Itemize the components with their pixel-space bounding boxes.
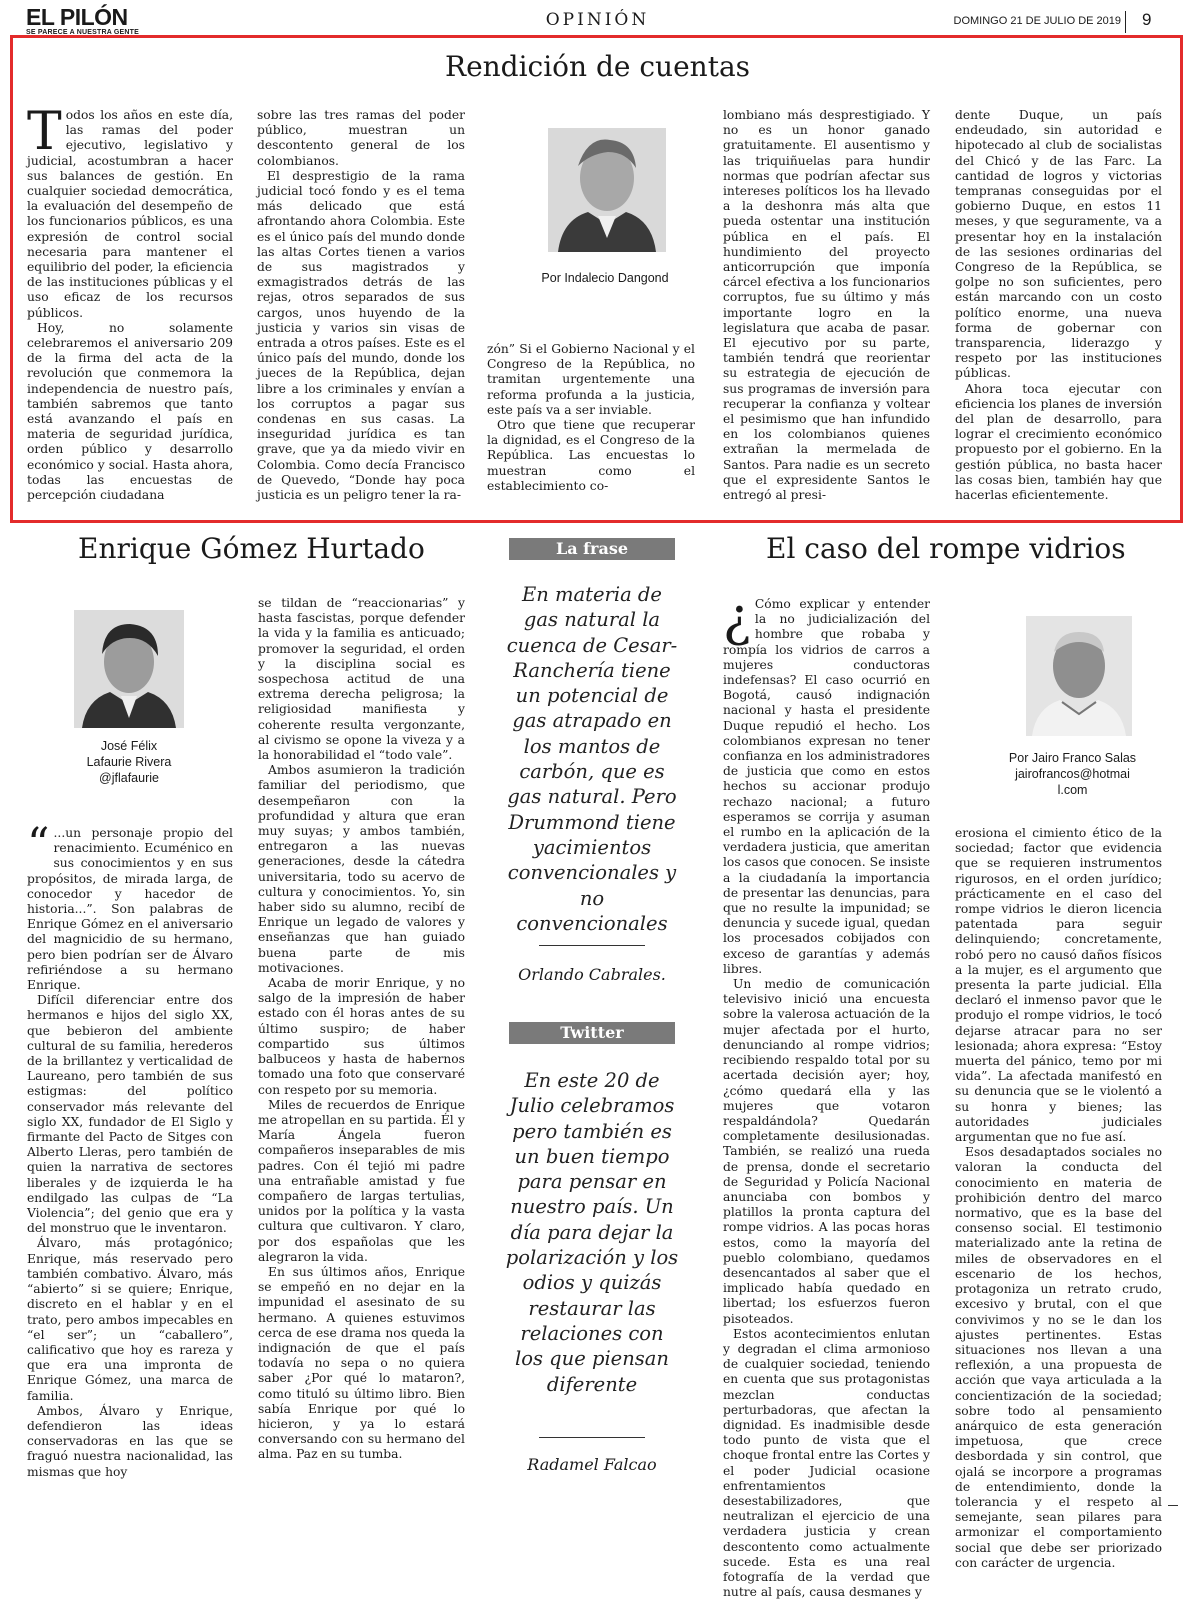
author-photo-dangond (548, 128, 666, 252)
drop-cap: T (27, 102, 62, 162)
quote-divider (539, 945, 645, 946)
article3-paragraph: erosiona el cimiento ético de la sociedad; factor que evidencia que se requieren instrumentos rigurosos, en el orden jurídico; prácticamente en el caso del rompe vidrios le dieron licencia patentada para seguir delinquiendo; concretamente, robó pero no causó daños físicos a la mujer, es el argumento que presenta la parte judicial. Ella declaró el inmenso pavor que le produjo el rompe vidrios, le tocó dejarse atracar para no ser lesionada; ahora expresa: “Estoy muerta del pánico, temo por mi vida”. La afectada manifestó en su denuncia que se le violentó a su honra y bienes; las autoridades judiciales argumentan que no fue así. (955, 826, 1162, 1145)
twitter-author: Radamel Falcao (527, 1455, 657, 1474)
author-byline-franco (985, 750, 1160, 798)
author-byline-dangond: Por Indalecio Dangond (541, 271, 669, 285)
twitter-label: Twitter (509, 1022, 675, 1044)
issue-date: DOMINGO 21 DE JULIO DE 2019 (953, 15, 1121, 27)
article2-column-1 (27, 819, 233, 1498)
article1-paragraph: sobre las tres ramas del poder público, muestran un descontento general de los colombianos. (257, 108, 465, 168)
article2-column-2 (258, 596, 465, 1502)
article1-column-3 (487, 342, 695, 498)
newspaper-slogan: SE PARECE A NUESTRA GENTE (26, 29, 139, 36)
portrait-icon (548, 128, 666, 252)
article3-column-1 (723, 588, 930, 1600)
quote-divider (539, 1437, 645, 1438)
article1-paragraph: zón” Si el Gobierno Nacional y el Congreso de la República, no tramitan urgentemente una reforma profunda a la justicia, este país va a ser inviable. (487, 342, 695, 417)
article2-paragraph: Ambos, Álvaro y Enrique, defendieron las ideas conservadoras en las que se fraguó nuestra nacionalidad, las mismas que hoy (27, 1403, 233, 1479)
author-handle: @jflafaurie (99, 771, 159, 785)
article2-paragraph: Álvaro, más protagónico; Enrique, más reservado pero también combativo. Álvaro, más “abierto” si se quiere; Enrique, discreto en el hablar y en el trato, pero ambos impecables en “el ser”; un “caballero”, calificativo que hoy es rareza y que era una impronta de Enrique Gómez, una marca de familia. (27, 1236, 233, 1403)
article-title-enrique: Enrique Gómez Hurtado (78, 532, 425, 565)
section-title: OPINIÓN (545, 10, 650, 30)
la-frase-quote: En materia de gas natural la cuenca de Cesar-Ranchería tiene un potencial de gas atrapado en los mantos de carbón, que es gas natural. Pero Drummond tiene yacimientos convencionales y no convencionales (506, 583, 678, 935)
article3-paragraph: Esos desadaptados sociales no valoran la conducta del conocimiento en materia de prohibición dentro del marco normativo, que es la base del consenso social. El testimonio materializado ante la retina de miles de observadores en el escenario de los hechos, protagoniza un retrato crudo, excesivo y brutal, con el que convivimos y no se le dan los ajustes pertinentes. Estas situaciones nos llevan a una reflexión, a una propuesta de acción que vaya articulada a la concientización de la sociedad; sobre todo al pensamiento anárquico de esta generación impetuosa, que crece desbordada y sin control, que ojalá se incorpore a programas de entendimiento, donde la tolerancia y el respeto al semejante, sean pilares para armonizar el comportamiento social que debe ser priorizado con carácter de urgencia. (955, 1145, 1162, 1570)
portrait-icon (74, 610, 184, 728)
article2-paragraph: se tildan de “reaccionarias” y hasta fascistas, porque defender la vida y la familia es anticuado; promover la seguridad, el orden y la disciplina social es sospechosa actitud de una extrema derecha peligrosa; la religiosidad manifiesta y coherente resulta vergonzante, al civismo se opone la viveza y a la honorabilidad el “todo vale”. (258, 596, 465, 763)
article1-column-5 (955, 108, 1162, 503)
article3-paragraph: Un medio de comunicación televisivo inició una encuesta sobre la valerosa actuación de la mujer afectada por el hurto, denunciando al rompe vidrios; recibiendo respaldo total por su acertada decisión ayer; hoy, ¿cómo quedará ella y las mujeres que votaron respaldándola? Quedarán completamente desilusionadas. También, se realizó una rueda de prensa, donde el secretario de Seguridad y Policía Nacional anunciaba con bombos y platillos la pronta captura del rompe vidrios. A las pocas horas estos, como la mayoría del pueblo colombiano, quedamos desencantados al saber que el implicado había quedado en libertad; los esfuerzos fueron pisoteados. (723, 977, 930, 1326)
article1-column-1 (27, 102, 233, 503)
article1-paragraph: Hoy, no solamente celebraremos el aniversario 209 de la firma del acta de la revolución que conmemora la independencia de nuestro país, también sabremos que tanto está avanzando el país en materia de seguridad jurídica, orden público y desarrollo económico y social. Hasta ahora, todas las encuestas de percepción ciudadana (27, 320, 233, 503)
article1-paragraph: Ahora toca ejecutar con eficiencia los planes de inversión del plan de desarrollo, para lograr el crecimiento económico propuesto por el gobierno. En la gestión pública, no basta hacer las cosas bien, también hay que hacerlas eficientemente. (955, 381, 1162, 503)
article1-column-2 (257, 108, 465, 503)
article2-paragraph: ...un personaje propio del renacimiento. Ecuménico en sus conocimientos y en sus propósitos, de mirada larga, de conocedor y hacedor de historia...”. Son palabras de Enrique Gómez en el aniversario del magnicidio de su hermano, pero bien podrían ser de Álvaro refiriéndose a su hermano Enrique. (27, 826, 233, 993)
article1-paragraph: odos los años en este día, las ramas del poder ejecutivo, legislativo y judicial, acostumbran a hacer sus balances de gestión. En cualquier sociedad democrática, la evaluación del desempeño de los funcionarios públicos, es una expresión de control social necesaria para mantener el equilibrio del poder, la eficiencia de las instituciones públicas y el uso eficaz de los recursos públicos. (27, 108, 233, 320)
page-number: 9 (1142, 10, 1152, 29)
article3-paragraph: Cómo explicar y entender la no judicialización del hombre que robaba y rompía los vidrios de carros a mujeres conductoras indefensas? El caso ocurrió en Bogotá, causó indignación nacional y hasta el presidente Duque repudió el hecho. Los colombianos expresan no tener confianza en los administradores de justicia que como en estos hechos su accionar produjo rechazo nacional; a futuro esperamos se corrija y asuman el rumbo en la aplicación de la verdadera justicia, que ameritan los casos que conocen. Se insiste a la ciudadanía la importancia de presentar las denuncias, para que no resulte la impunidad; se denuncia y sucede igual, quedan los procesados cobijados con exceso de garantías y además libres. (723, 597, 930, 976)
article-title-rompe-vidrios: El caso del rompe vidrios (766, 532, 1126, 565)
article2-paragraph: Acaba de morir Enrique, y no salgo de la impresión de haber estado con él horas antes de su último suspiro; de haber compartido sus últimos balbuceos y hasta de habernos tomado una foto que conservaré con respeto por su memoria. (258, 976, 465, 1097)
la-frase-author: Orlando Cabrales. (518, 965, 666, 984)
article2-paragraph: Ambos asumieron la tradición familiar del periodismo, que desempeñaron con la profundidad y altura que eran muy suyas; y ambos también, entregaron a las nuevas generaciones, desde la cátedra universitaria, todo su acervo de cultura y conocimientos. Yo, sin haber sido su alumno, recibí de Enrique un legado de valores y enseñanzas que han guiado buena parte de mis motivaciones. (258, 763, 465, 975)
opening-quote-mark: “ (27, 819, 50, 870)
article3-paragraph: Estos acontecimientos enlutan y degradan el clima armonioso de cualquier sociedad, teniendo en cuenta que sus protagonistas mezclan conductas perturbadoras, que afectan la dignidad. Es inadmisible desde todo punto de vista que el choque frontal entre las Cortes y el poder Judicial ocasione enfrentamientos desestabilizadores, que neutralizan el ejercicio de una verdadera justicia y crean descontento como actualmente sucede. Esta es una real fotografía de la verdad que nutre al país, causa desmanes y (723, 1326, 930, 1600)
article1-paragraph: Otro que tiene que recuperar la dignidad, es el Congreso de la República. Las encuestas lo muestran como el establecimiento co- (487, 418, 695, 493)
author-name-line2: Lafaurie Rivera (86, 755, 172, 769)
portrait-icon (1026, 616, 1132, 736)
drop-cap: ¿ (723, 588, 751, 648)
article3-column-2 (955, 826, 1162, 1570)
article1-paragraph: dente Duque, un país endeudado, sin autoridad e hipotecado al club de socialistas del Chicó y de las Farc. La cantidad de logros y victorias tempranas conseguidas por el gobierno Duque, en estos 11 meses, y que seguramente, va a presentar hoy en la instalación de las sesiones ordinarias del Congreso de la República, se golpe no son suficientes, pero están marcando con un costo político enorme, una nueva forma de gobernar con transparencia, liderazgo y respeto por las instituciones públicas. (955, 108, 1162, 381)
author-photo-lafaurie (74, 610, 184, 728)
author-name-line1: José Félix (100, 739, 158, 753)
article2-paragraph: Miles de recuerdos de Enrique me atropellan en su partida. Él y María Ángela fueron compañeros inseparables de mis padres. Con él tejió mi padre una entrañable amistad y fue compañero de largas tertulias, unidos por la política y la vasta cultura que cultivaron. Y claro, por dos españolas que les alegraron la vida. (258, 1097, 465, 1264)
twitter-quote: En este 20 de Julio celebramos pero también es un buen tiempo para pensar en nuestro país. Un día para dejar la polarización y los odios y quizás restaurar las relaciones con los que piensan diferente (505, 1069, 679, 1396)
la-frase-label: La frase (509, 538, 675, 560)
end-mark (1168, 1505, 1178, 1506)
article-title-rendicion: Rendición de cuentas (444, 50, 751, 83)
article2-paragraph: Difícil diferenciar entre dos hermanos e hijos del siglo XX, que bebieron del ambiente cultural de su familia, herederos de la brillantez y verticalidad de Laureano, pero también de sus estigmas: del político conservador más relevante del siglo XX, fundador de El Siglo y firmante del Pacto de Sitges con Alberto Lleras, pero también de quien la narrativa de sectores liberales y de izquierda le ha endilgado las culpas de “La Violencia”; del genio que era y del monstruo que le inventaron. (27, 993, 233, 1236)
article1-paragraph: El desprestigio de la rama judicial tocó fondo y es el tema más delicado que está afrontando ahora Colombia. Este es el único país del mundo donde las altas Cortes tienen a varios de sus magistrados y exmagistrados detrás de las rejas, otros separados de sus cargos, unos huyendo de la justicia y varios sin visas de entrada a otros países. Este es el único país del mundo, donde los jueces de la República, dejan libre a los criminales y envían a los corruptos a pagar sus condenas en sus casas. La inseguridad jurídica es tan grave, que ya da miedo vivir en Colombia. Como decía Francisco de Quevedo, “Donde hay poca justicia es un peligro tener la ra- (257, 168, 465, 503)
author-photo-franco (1026, 616, 1132, 736)
author-name: Por Jairo Franco Salas (1008, 751, 1137, 765)
author-byline-lafaurie (54, 738, 204, 786)
author-email[interactable]: jairofrancos@hotmail.com (1015, 767, 1130, 797)
article1-column-4 (723, 108, 930, 503)
article2-paragraph: En sus últimos años, Enrique se empeñó en no dejar en la impunidad el asesinato de su hermano. A quienes estuvimos cerca de ese drama nos queda la indignación de que el país todavía no sepa o no quiera saber ¿Por qué lo mataron?, como tituló su último libro. Bien sabía Enrique por qué lo hicieron, y ya lo estará conversando con su hermano del alma. Paz en su tumba. (258, 1264, 465, 1462)
newspaper-logo: EL PILÓN (26, 4, 128, 30)
header-divider (1125, 11, 1126, 33)
article1-paragraph: lombiano más desprestigiado. Y no es un honor ganado gratuitamente. El ausentismo y las triquiñuelas para hundir normas que podrían afectar sus intereses políticos los ha llevado a la deshonra más alta que pueda ostentar una institución pública en el país. El hundimiento del proyecto anticorrupción que imponía cárcel efectiva a los funcionarios corruptos, fue su último y más importante logro en la legislatura que acaba de pasar. El ejecutivo por su parte, también tendrá que reorientar su estrategia de ejecución de sus programas de inversión para recuperar la confianza y voltear el pesimismo que han infundido en los colombianos quienes extrañan la mermelada de Santos. Para nadie es un secreto que el expresidente Santos le entregó al presi- (723, 108, 930, 503)
